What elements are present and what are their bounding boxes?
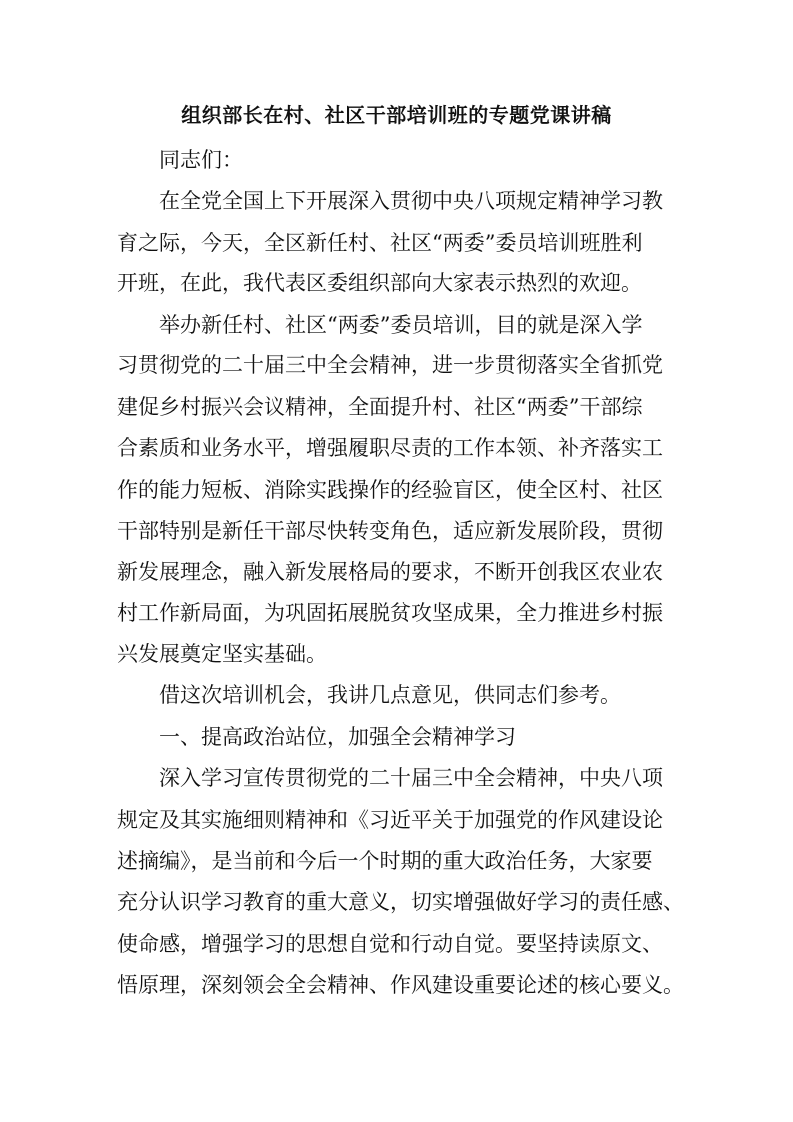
- paragraph-line: 村工作新局面，为巩固拓展脱贫攻坚成果，全力推进乡村振: [117, 601, 663, 625]
- paragraph-line: 兴发展奠定坚实基础。: [117, 642, 327, 666]
- section-heading: 一、提高政治站位，加强全会精神学习: [159, 725, 516, 749]
- paragraph-line: 习贯彻党的二十届三中全会精神，进一步贯彻落实全省抓党: [117, 353, 663, 377]
- paragraph-line: 举办新任村、社区“两委”委员培训，目的就是深入学: [159, 313, 643, 337]
- paragraph-line: 建促乡村振兴会议精神，全面提升村、社区“两委”干部综: [117, 395, 643, 419]
- document-title: 组织部长在村、社区干部培训班的专题党课讲稿: [181, 103, 612, 127]
- paragraph-line: 育之际，今天，全区新任村、社区“两委”委员培训班胜利: [117, 231, 643, 255]
- paragraph-line: 合素质和业务水平，增强履职尽责的工作本领、补齐落实工: [117, 436, 663, 460]
- paragraph-line: 悟原理，深刻领会全会精神、作风建设重要论述的核心要义。: [117, 973, 684, 997]
- paragraph-line: 新发展理念，融入新发展格局的要求，不断开创我区农业农: [117, 560, 663, 584]
- paragraph-line: 干部特别是新任干部尽快转变角色，适应新发展阶段，贯彻: [117, 519, 663, 543]
- paragraph-line: 充分认识学习教育的重大意义，切实增强做好学习的责任感、: [117, 890, 684, 914]
- paragraph-line: 述摘编》，是当前和今后一个时期的重大政治任务，大家要: [117, 849, 653, 873]
- paragraph-line: 作的能力短板、消除实践操作的经验盲区，使全区村、社区: [117, 478, 663, 502]
- paragraph-line: 规定及其实施细则精神和《习近平关于加强党的作风建设论: [117, 808, 663, 832]
- paragraph-line: 开班，在此，我代表区委组织部向大家表示热烈的欢迎。: [117, 271, 642, 295]
- paragraph-line: 在全党全国上下开展深入贯彻中央八项规定精神学习教: [159, 189, 663, 213]
- paragraph-line: 深入学习宣传贯彻党的二十届三中全会精神，中央八项: [159, 766, 663, 790]
- salutation-line: 同志们：: [159, 148, 243, 172]
- paragraph-line: 借这次培训机会，我讲几点意见，供同志们参考。: [159, 683, 621, 707]
- paragraph-line: 使命感，增强学习的思想自觉和行动自觉。要坚持读原文、: [117, 932, 663, 956]
